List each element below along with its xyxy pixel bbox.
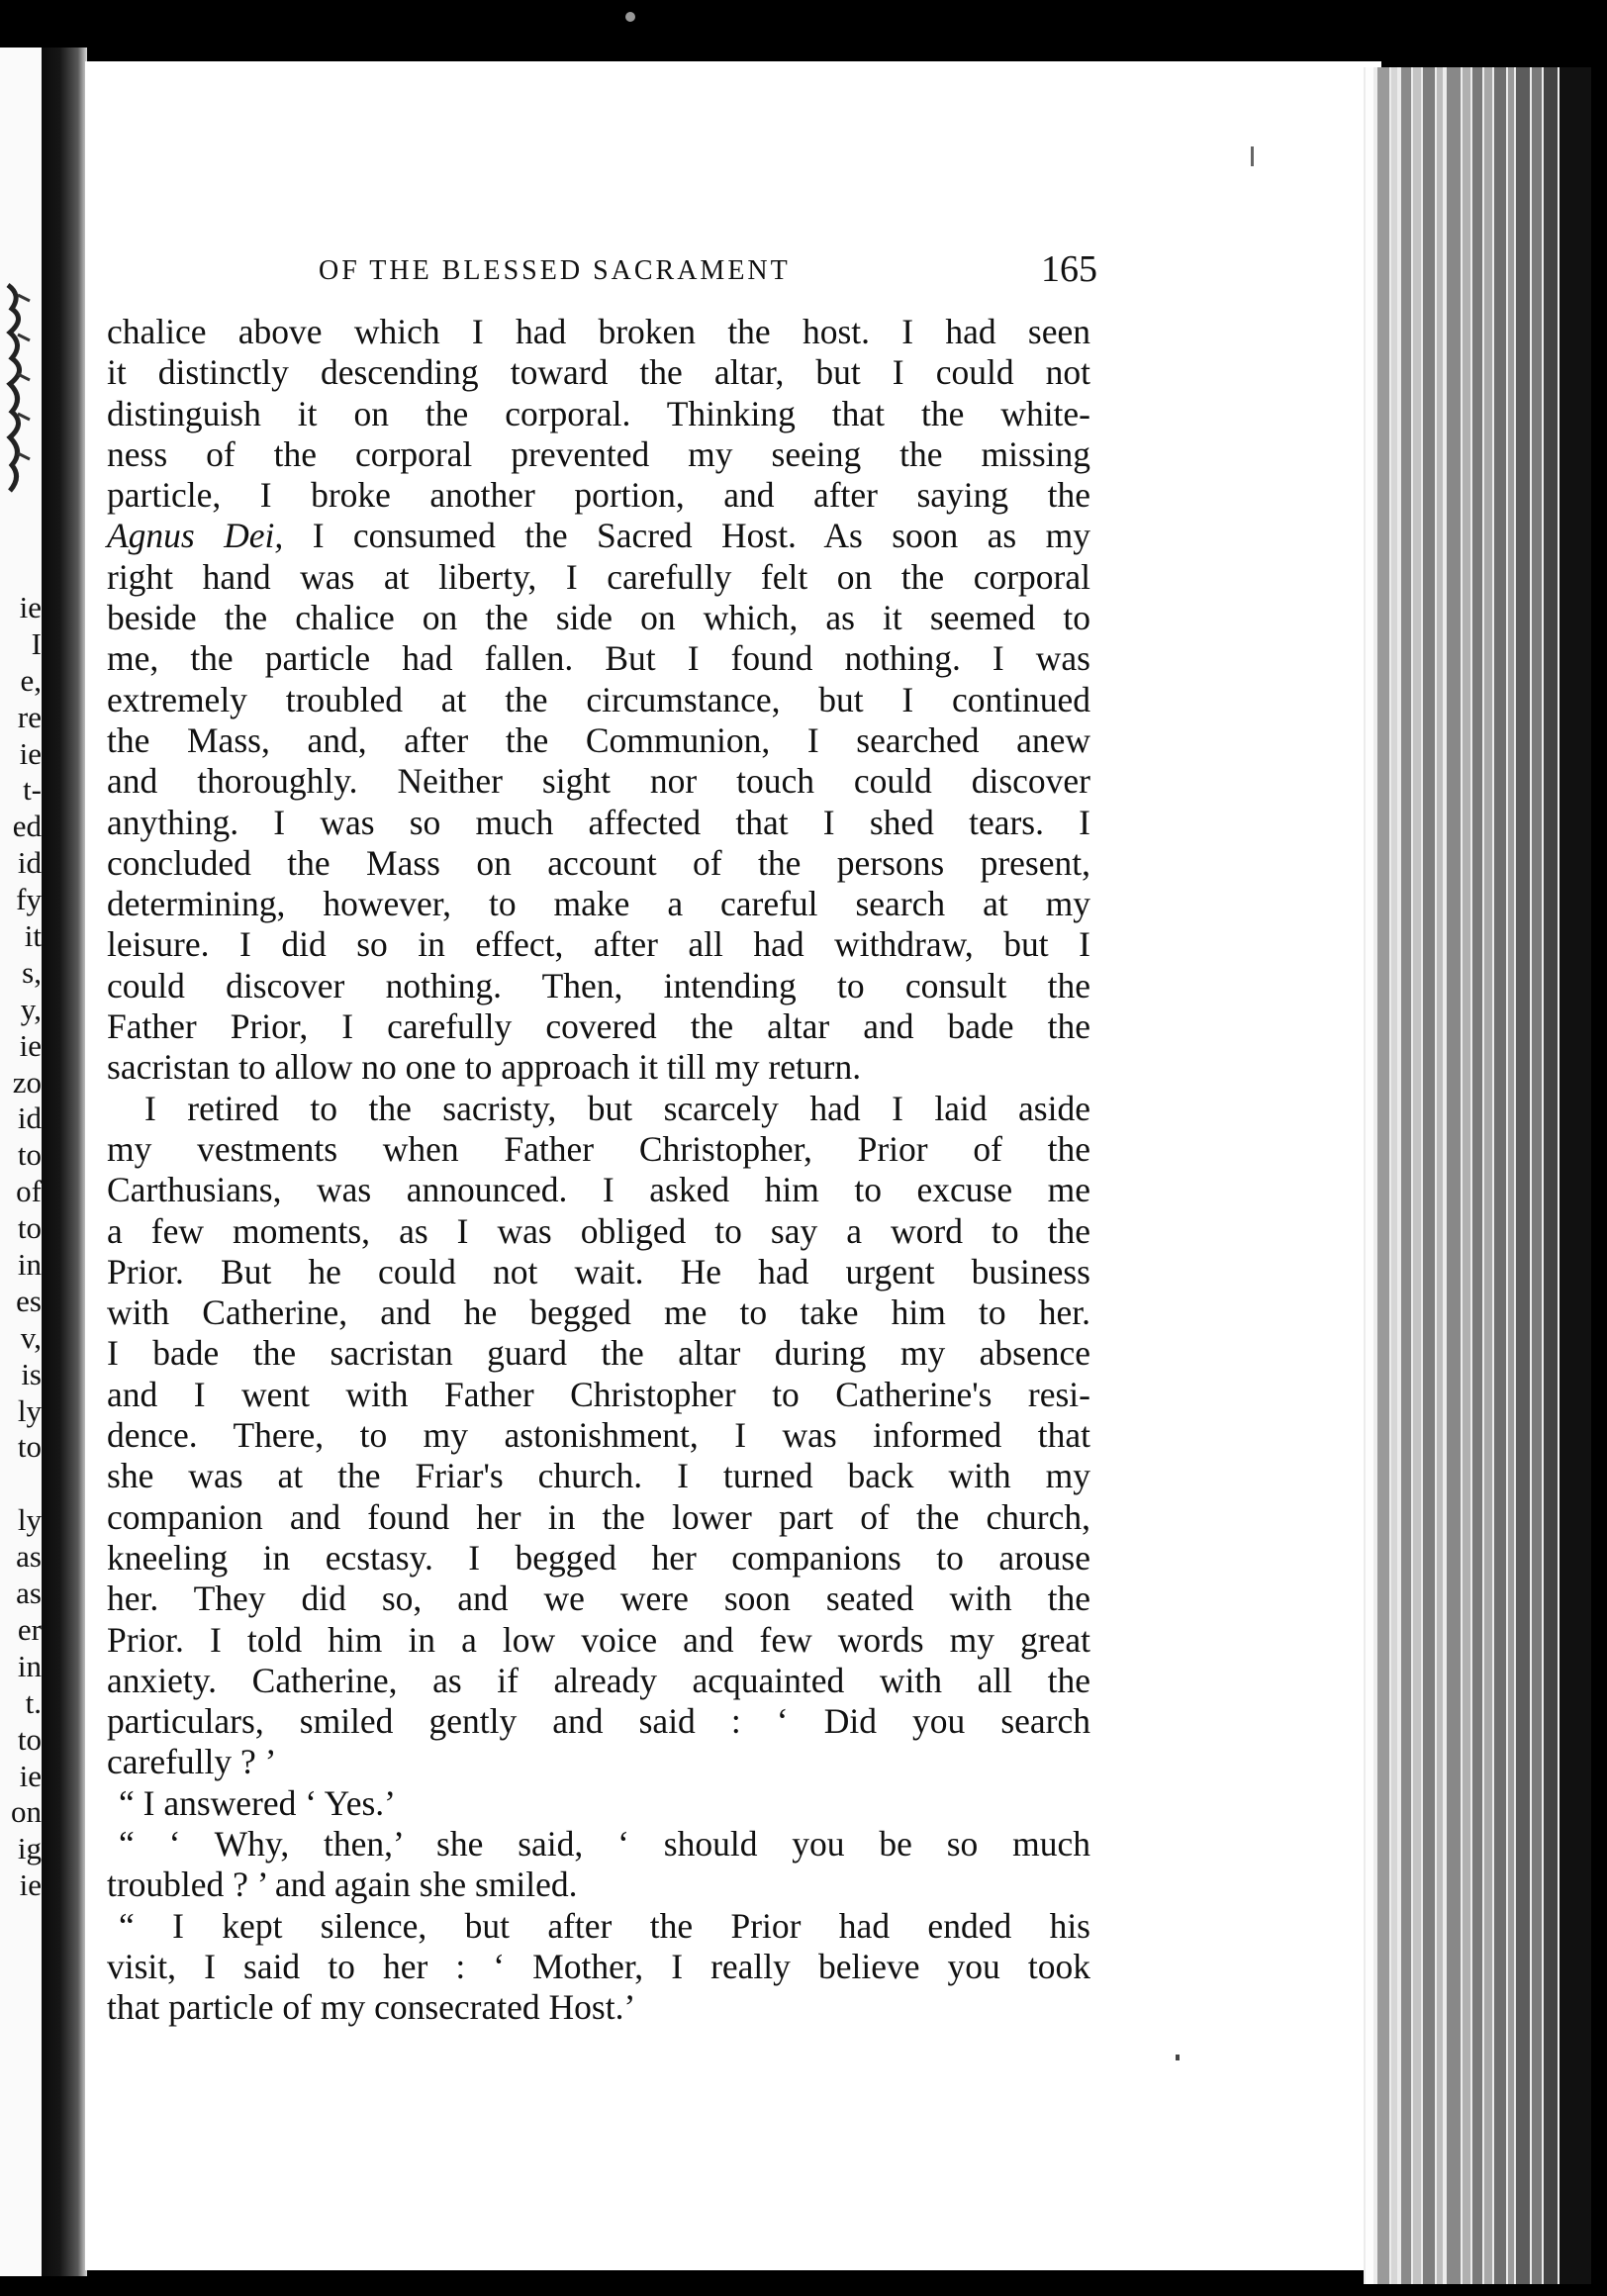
facing-page-fragment: t.: [25, 1684, 42, 1720]
facing-page-fragment: as: [16, 1539, 42, 1575]
text-line: the Mass, and, after the Communion, I searched anew: [107, 719, 1090, 760]
facing-page-edge: [0, 48, 47, 2276]
facing-page-fragment: zo: [12, 1064, 42, 1100]
text-line: anxiety. Catherine, as if already acquainted with all the: [107, 1660, 1090, 1700]
text-line: she was at the Friar's church. I turned back with my: [107, 1456, 1090, 1496]
text-line: determining, however, to make a careful search at my: [107, 884, 1090, 924]
facing-page-fragment: er: [17, 1611, 42, 1647]
facing-page-fragment: v,: [20, 1319, 42, 1355]
text-line: particulars, smiled gently and said : ‘ Did you search: [107, 1701, 1090, 1742]
page-number: 165: [1041, 248, 1097, 290]
facing-page-fragment: y,: [20, 991, 42, 1026]
text-line: right hand was at liberty, I carefully felt on the corporal: [107, 556, 1090, 597]
text-line: and thoroughly. Neither sight nor touch could discover: [107, 761, 1090, 802]
facing-page-fragment: to: [17, 1429, 42, 1465]
facing-page-fragment: of: [16, 1174, 42, 1209]
facing-page-fragment: on: [11, 1794, 42, 1830]
text-line: “ I answered ‘ Yes.’: [119, 1782, 396, 1823]
text-line: particle, I broke another portion, and after saying the: [107, 475, 1090, 516]
text-line: Prior. But he could not wait. He had urgent business: [107, 1251, 1090, 1292]
book-gutter: [42, 48, 87, 2276]
text-line: chalice above which I had broken the host. I had seen: [107, 312, 1090, 351]
facing-page-fragment: ig: [17, 1831, 42, 1866]
text-line: it distinctly descending toward the altar, but I could not: [107, 352, 1090, 393]
facing-page-fragment: ie: [19, 1758, 42, 1793]
text-line-rest: I consumed the Sacred Host. As soon as my: [312, 516, 1091, 556]
facing-page-fragment: ly: [17, 1502, 42, 1538]
facing-page-fragment: in: [17, 1247, 42, 1283]
scan-speck: [1251, 146, 1254, 166]
text-line: sacristan to allow no one to approach it till my return.: [107, 1047, 862, 1088]
facing-page-fragment: to: [17, 1210, 42, 1246]
text-line: her. They did so, and we were soon seated with the: [107, 1578, 1090, 1619]
text-line: ness of the corporal prevented my seeing the missing: [107, 433, 1090, 474]
facing-page-fragment: ie: [19, 735, 42, 771]
facing-page-fragment: as: [16, 1576, 42, 1611]
text-line: concluded the Mass on account of the persons present,: [107, 842, 1090, 883]
facing-page-fragment: ie: [19, 1027, 42, 1063]
text-line: Father Prior, I carefully covered the altar and bade the: [107, 1006, 1090, 1047]
text-line: I bade the sacristan guard the altar during my absence: [107, 1333, 1090, 1374]
text-line: leisure. I did so in effect, after all had withdraw, but I: [107, 924, 1090, 965]
facing-page-text-fragments: [0, 590, 42, 1904]
facing-page-fragment: fy: [16, 882, 42, 917]
facing-page-fragment: [0, 1466, 42, 1502]
facing-page-fragment: ie: [19, 590, 42, 624]
running-head: OF THE BLESSED SACRAMENT: [319, 255, 791, 286]
facing-page-fragment: to: [17, 1137, 42, 1173]
ornament-icon: [4, 275, 34, 503]
text-line: a few moments, as I was obliged to say a word to the: [107, 1210, 1090, 1251]
facing-page-fragment: es: [16, 1283, 42, 1318]
scan-speck: [625, 12, 635, 22]
text-line: with Catherine, and he begged me to take him to her.: [107, 1292, 1090, 1333]
text-line: distinguish it on the corporal. Thinking that the white-: [107, 393, 1090, 433]
facing-page-fragment: ie: [19, 1867, 42, 1903]
facing-page-fragment: ly: [17, 1392, 42, 1428]
facing-page-fragment: in: [17, 1648, 42, 1683]
text-line: beside the chalice on the side on which, as it seemed to: [107, 598, 1090, 638]
text-line: that particle of my consecrated Host.’: [107, 1987, 636, 2028]
facing-page-fragment: id: [17, 1100, 42, 1136]
text-line: Carthusians, was announced. I asked him to excuse me: [107, 1170, 1090, 1210]
body-text: [107, 312, 1090, 2028]
text-line: I retired to the sacristy, but scarcely had I laid aside: [144, 1088, 1090, 1128]
scan-speck: [1176, 2055, 1180, 2060]
facing-page-fragment: e,: [20, 662, 42, 698]
text-line: and I went with Father Christopher to Catherine's resi-: [107, 1374, 1090, 1414]
text-line: visit, I said to her : ‘ Mother, I really believe you took: [107, 1946, 1090, 1986]
facing-page-fragment: is: [21, 1356, 42, 1391]
facing-page-fragment: it: [24, 918, 42, 954]
text-line: troubled ? ’ and again she smiled.: [107, 1865, 578, 1905]
text-line-italic-start: [107, 516, 1090, 556]
text-line: kneeling in ecstasy. I begged her companions to arouse: [107, 1537, 1090, 1578]
facing-page-fragment: s,: [22, 954, 42, 990]
page-edges-stack: [1364, 67, 1591, 2284]
text-line: “ ‘ Why, then,’ she said, ‘ should you be so much: [119, 1823, 1090, 1864]
italic-phrase: Agnus Dei,: [107, 516, 284, 556]
text-line: my vestments when Father Christopher, Prior of the: [107, 1128, 1090, 1169]
text-line: Prior. I told him in a low voice and few words my great: [107, 1619, 1090, 1660]
facing-page-fragment: id: [17, 845, 42, 881]
facing-page-fragment: I: [31, 625, 42, 661]
facing-page-fragment: re: [17, 699, 42, 734]
facing-page-fragment: t-: [23, 772, 42, 808]
text-line: carefully ? ’: [107, 1742, 277, 1782]
text-line: could discover nothing. Then, intending to consult the: [107, 965, 1090, 1005]
text-line: “ I kept silence, but after the Prior had ended his: [119, 1905, 1090, 1946]
text-line: extremely troubled at the circumstance, but I continued: [107, 679, 1090, 719]
text-line: anything. I was so much affected that I shed tears. I: [107, 802, 1090, 842]
text-line: dence. There, to my astonishment, I was informed that: [107, 1415, 1090, 1456]
text-line: me, the particle had fallen. But I found nothing. I was: [107, 638, 1090, 679]
facing-page-fragment: ed: [12, 809, 42, 844]
facing-page-fragment: to: [17, 1721, 42, 1757]
text-line: companion and found her in the lower part of the church,: [107, 1496, 1090, 1537]
